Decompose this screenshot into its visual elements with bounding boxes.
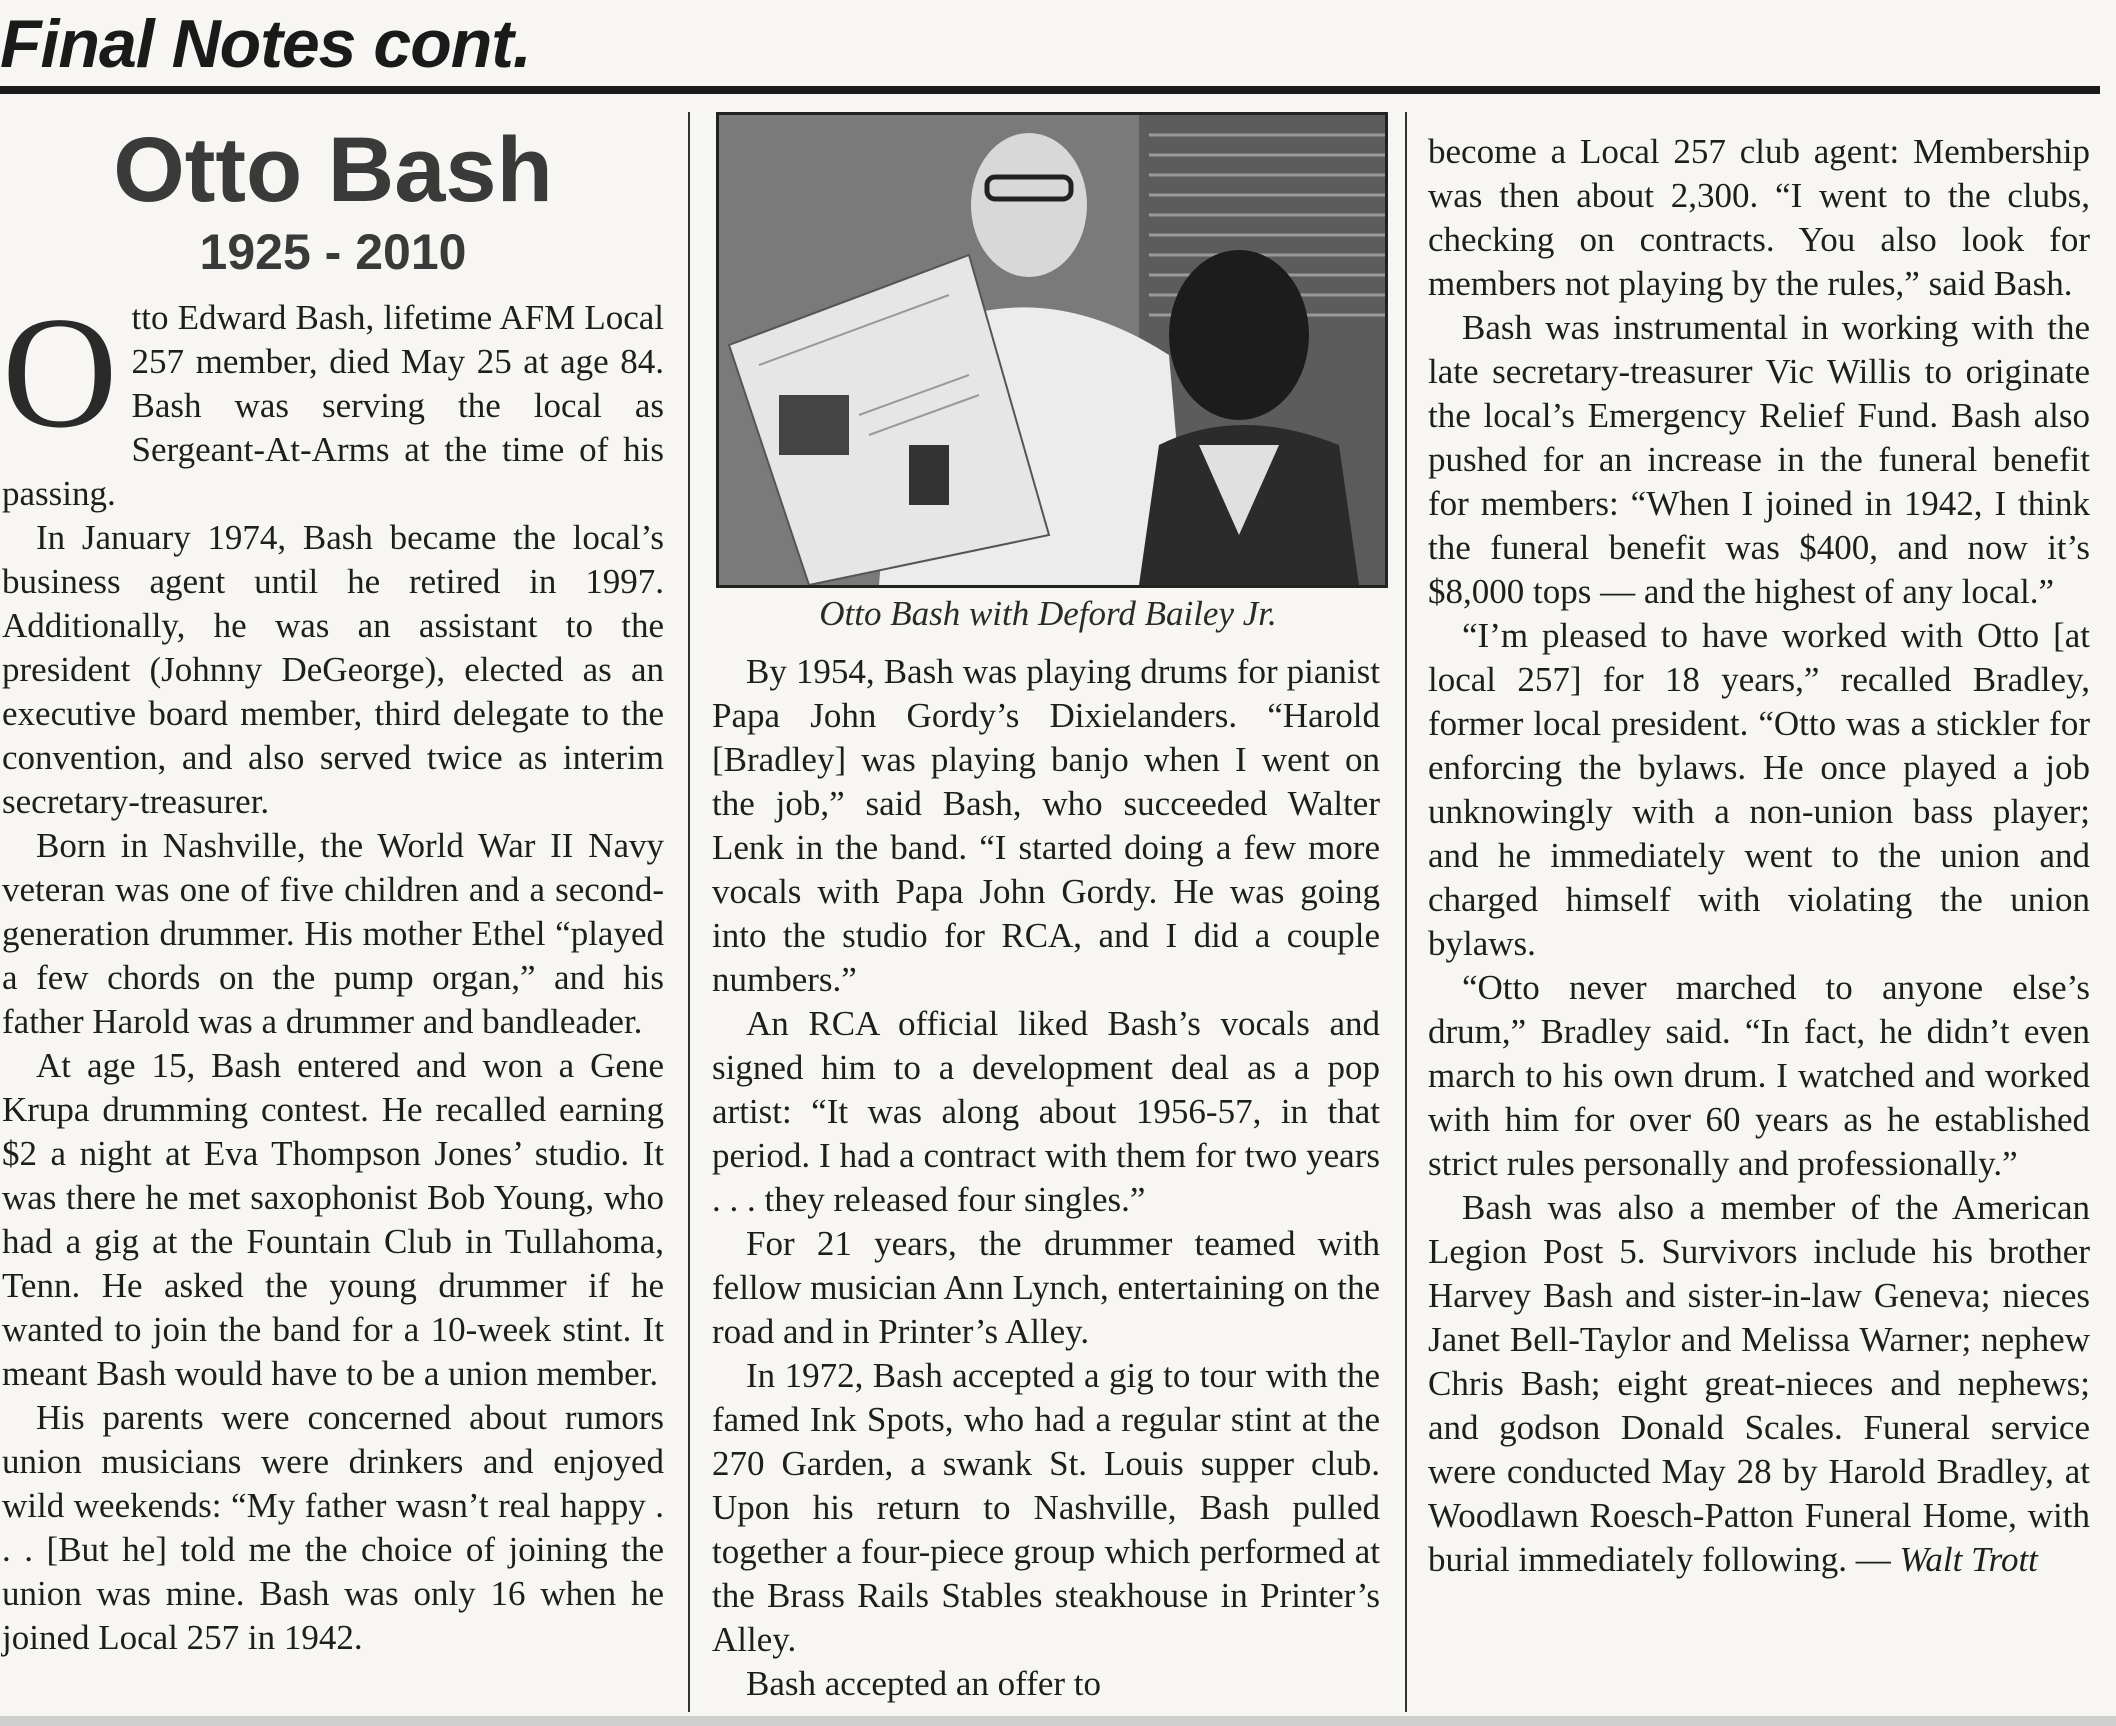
column-divider (1405, 112, 1407, 1712)
paragraph: “Otto never marched to anyone else’s drum,” Bradley said. “In fact, he didn’t even march to his own drum. I watched and worked with him for over 60 years as he established strict rules personally and professionally.” (1428, 968, 2090, 1183)
paragraph: In 1972, Bash accepted a gig to tour with the famed Ink Spots, who had a regular stint at the 270 Garden, a swank St. Louis supper club. Upon his return to Nashville, Bash pulled together a four-piece group which performed at the Brass Rails Stables steakhouse in Printer’s Alley. (712, 1356, 1380, 1659)
header-rule (0, 86, 2100, 94)
article-years: 1925 - 2010 (199, 224, 467, 280)
paragraph: Bash was instrumental in working with the late secretary-treasurer Vic Willis to originate the local’s Emergency Relief Fund. Bash also pushed for an increase in the funeral benefit for members: “When I joined in 1942, I think the funeral benefit was $400, and now it’s $8,000 tops — and the highest of any local.” (1428, 308, 2090, 611)
page-header (0, 0, 2116, 92)
paragraph: Bash was also a member of the American Legion Post 5. Survivors include his brother Harvey Bash and sister-in-law Geneva; nieces Janet Bell-Taylor and Melissa Warner; nephew Chris Bash; eight great-nieces and nephews; and godson Donald Scales. Funeral service were conducted May 28 by Harold Bradley, at Woodlawn Roesch-Patton Funeral Home, with burial immediately following. — Walt Trott (1428, 1188, 2090, 1579)
paragraph: His parents were concerned about rumors union musicians were drinkers and enjoyed wild weekends: “My father wasn’t real happy . . . [But he] told me the choice of joining the union was mine. Bash was only 16 when he joined Local 257 in 1942. (2, 1398, 664, 1657)
article-column-2 (712, 650, 1380, 1706)
paragraph: An RCA official liked Bash’s vocals and signed him to a development deal as a pop artist: “It was along about 1956-57, in that period. I had a contract with them for two years . . . they released four singles.” (712, 1004, 1380, 1219)
column-divider (688, 112, 690, 1712)
paragraph: Bash accepted an offer to (746, 1664, 1102, 1703)
paragraph: Born in Nashville, the World War II Navy veteran was one of five children and a second-generation drummer. His mother Ethel “played a few chords on the pump organ,” and his father Harold was a drummer and bandleader. (2, 826, 664, 1041)
photo-caption: Otto Bash with Deford Bailey Jr. (819, 594, 1277, 633)
photo-illustration (719, 115, 1385, 585)
drop-cap: O (2, 283, 118, 461)
paragraph: In January 1974, Bash became the local’s business agent until he retired in 1997. Additionally, he was an assistant to the president (Johnny DeGeorge), elected as an executive board member, third delegate to the convention, and also served twice as interim secretary-treasurer. (2, 518, 664, 821)
paragraph: become a Local 257 club agent: Membership was then about 2,300. “I went to the clubs, checking on contracts. You also look for members not playing by the rules,” said Bash. (1428, 132, 2090, 303)
paragraph: “I’m pleased to have worked with Otto [at local 257] for 18 years,” recalled Bradley, former local president. “Otto was a stickler for enforcing the bylaws. He once played a job unknowingly with a non-union bass player; and he immediately went to the union and charged himself with violating the union bylaws. (1428, 616, 2090, 963)
bottom-rule (0, 1716, 2116, 1726)
paragraph: For 21 years, the drummer teamed with fellow musician Ann Lynch, entertaining on the road and in Printer’s Alley. (712, 1224, 1380, 1351)
article-column-3 (1428, 130, 2090, 1582)
article-column-1 (2, 119, 664, 1660)
paragraph: At age 15, Bash entered and won a Gene Krupa drumming contest. He recalled earning $2 a night at Eva Thompson Jones’ studio. It was there he met saxophonist Bob Young, who had a gig at the Fountain Club in Tullahoma, Tenn. He asked the young drummer if he wanted to join the band for a 10-week stint. It meant Bash would have to be a union member. (2, 1046, 664, 1393)
article-photo (716, 112, 1388, 588)
article-title: Otto Bash (113, 119, 553, 221)
section-title: Final Notes cont. (0, 6, 531, 82)
paragraph: By 1954, Bash was playing drums for pianist Papa John Gordy’s Dixielanders. “Harold [Bradley] was playing banjo when I went on the job,” said Bash, who succeeded Walter Lenk in the band. “I started doing a few more vocals with Papa John Gordy. He was going into the studio for RCA, and I did a couple numbers.” (712, 652, 1380, 999)
paragraph: Otto Edward Bash, lifetime AFM Local 257 member, died May 25 at age 84. Bash was serving the local as Sergeant-At-Arms at the time of his passing. (2, 283, 664, 513)
author-signoff: Walt Trott (1899, 1540, 2038, 1579)
